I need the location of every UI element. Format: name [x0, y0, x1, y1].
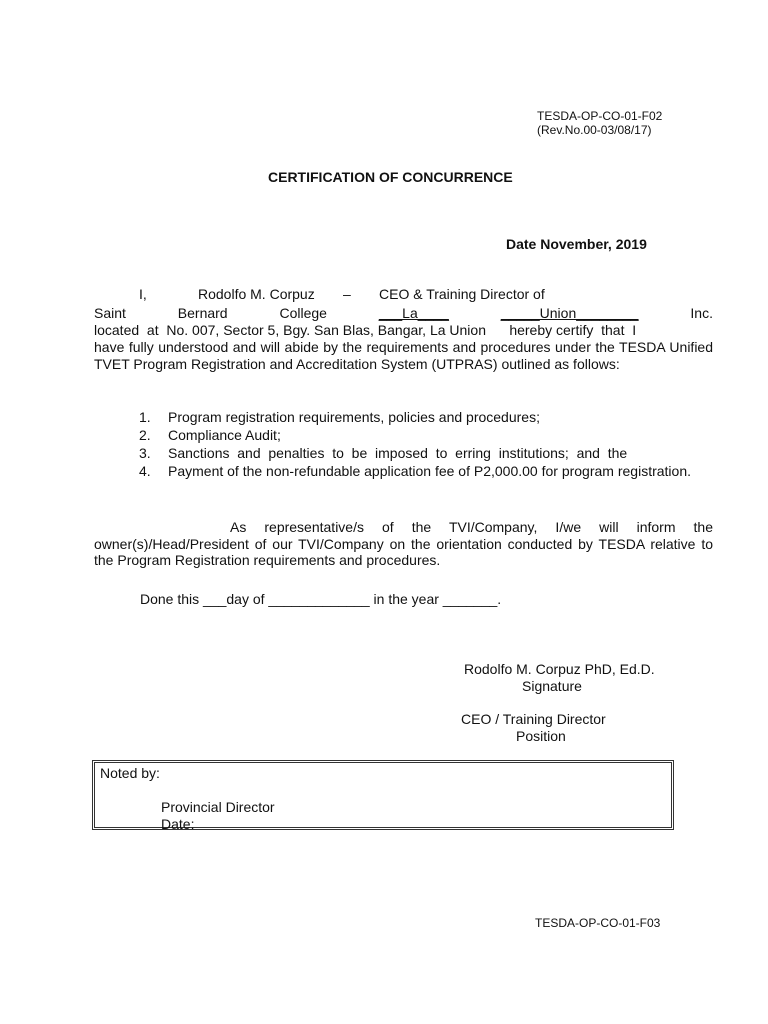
list-item: [139, 408, 713, 426]
signatory-position: CEO / Training Director: [461, 711, 606, 727]
form-code: TESDA-OP-CO-01-F02: [537, 109, 663, 123]
list-item: [139, 444, 713, 462]
list-item-text: Payment of the non-refundable application fee of P2,000.00 for program registration.: [168, 463, 691, 479]
institution-word: Bernard: [177, 305, 228, 321]
list-item: [139, 426, 713, 444]
revision-number: (Rev.No.00-03/08/17): [537, 123, 652, 137]
date-line: Date November, 2019: [506, 236, 647, 252]
institution-line: [94, 305, 713, 321]
list-item-text: Program registration requirements, policies and procedures;: [168, 409, 540, 425]
representative-paragraph: As representative/s of the TVI/Company, I/we will inform the owner(s)/Head/President of our TVI/Company on the orientation conducted by TESDA relative to the Program Registration requirements and procedures.: [94, 519, 713, 568]
noted-date-label: Date:: [161, 816, 195, 832]
address-line: located at No. 007, Sector 5, Bgy. San Blas, Bangar, La Union hereby certify that I: [94, 322, 637, 338]
institution-word: Saint: [94, 305, 126, 321]
list-item-number: 3.: [139, 445, 151, 461]
list-item-number: 2.: [139, 427, 151, 443]
requirements-list: [139, 408, 713, 480]
intro-pronoun: I,: [139, 286, 147, 302]
position-caption: Position: [516, 728, 566, 744]
list-item: [139, 462, 713, 480]
form-code-header: [537, 109, 662, 137]
noted-by-label: Noted by:: [100, 765, 160, 781]
done-line: Done this ___day of _____________ in the year _______.: [140, 591, 502, 607]
list-item-text: Sanctions and penalties to be imposed to erring institutions; and the: [168, 445, 628, 461]
intro-dash: –: [343, 286, 351, 302]
intro-paragraph: have fully understood and will abide by the requirements and procedures under the TESDA Unified TVET Program Registration and Accreditation System (UTPRAS) outlined as follows:: [94, 339, 713, 372]
certifier-name: Rodolfo M. Corpuz: [198, 286, 315, 302]
institution-word: ___La____: [378, 305, 449, 321]
signatory-name: Rodolfo M. Corpuz PhD, Ed.D.: [464, 661, 655, 677]
noted-by-box: [92, 760, 674, 830]
document-title: CERTIFICATION OF CONCURRENCE: [268, 169, 513, 185]
certifier-role: CEO & Training Director of: [379, 286, 545, 302]
institution-word: College: [279, 305, 327, 321]
institution-word: Inc.: [690, 305, 713, 321]
list-item-text: Compliance Audit;: [168, 427, 281, 443]
noted-official: Provincial Director: [161, 799, 275, 815]
signature-caption: Signature: [522, 678, 582, 694]
footer-form-code: TESDA-OP-CO-01-F03: [535, 916, 661, 930]
list-item-number: 1.: [139, 409, 151, 425]
institution-word: _____Union________: [500, 305, 639, 321]
list-item-number: 4.: [139, 463, 151, 479]
